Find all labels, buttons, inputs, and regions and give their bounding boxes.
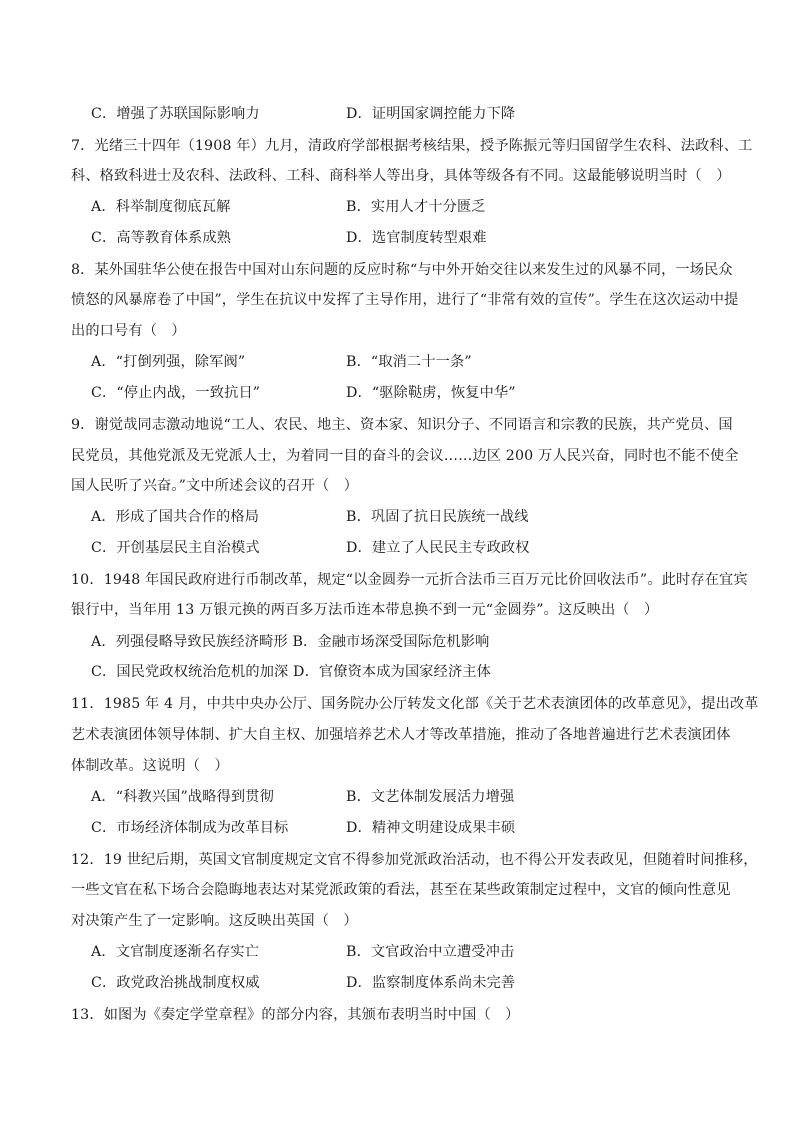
- q12-stem-line-1: 12．19 世纪后期，英国文官制度规定文官不得参加党派政治活动，也不得公开发表政见，但随着时间推移，: [71, 852, 758, 868]
- q12-option-d: D．监察制度体系尚未完善: [346, 975, 516, 991]
- q13-stem-line-1: 13．如图为《奏定学堂章程》的部分内容，其颁布表明当时中国（ ）: [71, 1007, 520, 1023]
- q12-stem-line-2: 一些文官在私下场合会隐晦地表达对某党派政策的看法，甚至在某些政策制定过程中，文官的倾向性意见: [71, 882, 731, 898]
- q7-option-a: A．科举制度彻底瓦解: [91, 199, 231, 215]
- q8-option-b: B．“取消二十一条”: [346, 354, 472, 370]
- q8-stem-line-3: 出的口号有（ ）: [71, 323, 186, 339]
- q12-option-b: B．文官政治中立遭受冲击: [346, 944, 515, 960]
- q9-stem-line-1: 9．谢觉哉同志激动地说“工人、农民、地主、资本家、知识分子、不同语言和宗教的民族，共产党员、国: [71, 417, 733, 433]
- q12-option-a: A．文官制度逐渐名存实亡: [91, 944, 260, 960]
- q8-stem-line-1: 8．某外国驻华公使在报告中国对山东问题的反应时称“与中外开始交往以来发生过的风暴不同，一场民众: [71, 262, 733, 278]
- q11-stem-line-3: 体制改革。这说明（ ）: [71, 758, 229, 774]
- q9-option-c: C．开创基层民主自治模式: [91, 540, 260, 556]
- q9-option-d: D．建立了人民民主专政政权: [346, 540, 530, 556]
- q10-stem-line-1: 10．1948 年国民政府进行币制改革，规定“以金圆券一元折合法币三百万元比价回收法币”。此时存在宜宾: [71, 572, 748, 588]
- q8-option-d: D．“驱除鞑虏，恢复中华”: [346, 385, 516, 401]
- q11-option-d: D．精神文明建设成果丰硕: [346, 820, 516, 836]
- q9-stem-line-2: 民党员，其他党派及无党派人士，为着同一目的奋斗的会议……边区 200 万人民兴奋，同时也不能不使全: [71, 448, 739, 464]
- q10-options-a-b: A．列强侵略导致民族经济畸形 B．金融市场深受国际危机影响: [91, 634, 490, 650]
- q11-stem-line-1: 11．1985 年 4 月，中共中央办公厅、国务院办公厅转发文化部《关于艺术表演团体的改革意见》，提出改革: [71, 696, 759, 712]
- q8-option-a: A．“打倒列强，除军阀”: [91, 354, 246, 370]
- q7-option-d: D．选官制度转型艰难: [346, 230, 487, 246]
- q7-stem-line-2: 科、格致科进士及农科、法政科、工科、商科举人等出身，具体等级各有不同。这最能够说明当时（ ）: [71, 168, 731, 184]
- q11-option-a: A．“科教兴国”战略得到贯彻: [91, 789, 274, 805]
- q11-stem-line-2: 艺术表演团体领导体制、扩大自主权、加强培养艺术人才等改革措施，推动了各地普遍进行艺术表演团体: [71, 727, 731, 743]
- q11-option-b: B．文艺体制发展活力增强: [346, 789, 515, 805]
- q11-option-c: C．市场经济体制成为改革目标: [91, 820, 289, 836]
- q9-option-b: B．巩固了抗日民族统一战线: [346, 509, 529, 525]
- q8-stem-line-2: 愤怒的风暴席卷了中国”，学生在抗议中发挥了主导作用，进行了“非常有效的宣传”。学生在这次运动中提: [71, 292, 739, 308]
- q12-option-c: C．政党政治挑战制度权威: [91, 975, 260, 991]
- q7-option-c: C．高等教育体系成熟: [91, 230, 232, 246]
- q8-option-c: C．“停止内战，一致抗日”: [91, 385, 261, 401]
- q10-options-c-d: C．国民党政权统治危机的加深 D．官僚资本成为国家经济主体: [91, 664, 491, 680]
- q12-stem-line-3: 对决策产生了一定影响。这反映出英国（ ）: [71, 913, 358, 929]
- q6-option-c: C．增强了苏联国际影响力: [91, 106, 260, 122]
- q7-stem-line-1: 7．光绪三十四年（1908 年）九月，清政府学部根据考核结果，授予陈振元等归国留学生农科、法政科、工: [71, 138, 753, 154]
- q6-option-d: D．证明国家调控能力下降: [346, 106, 516, 122]
- q10-stem-line-2: 银行中，当年用 13 万银元换的两百多万法币连本带息换不到一元“金圆券”。这反映出（ ）: [71, 602, 659, 618]
- q9-stem-line-3: 国人民听了兴奋。”文中所述会议的召开（ ）: [71, 478, 359, 494]
- q9-option-a: A．形成了国共合作的格局: [91, 509, 260, 525]
- q7-option-b: B．实用人才十分匮乏: [346, 199, 486, 215]
